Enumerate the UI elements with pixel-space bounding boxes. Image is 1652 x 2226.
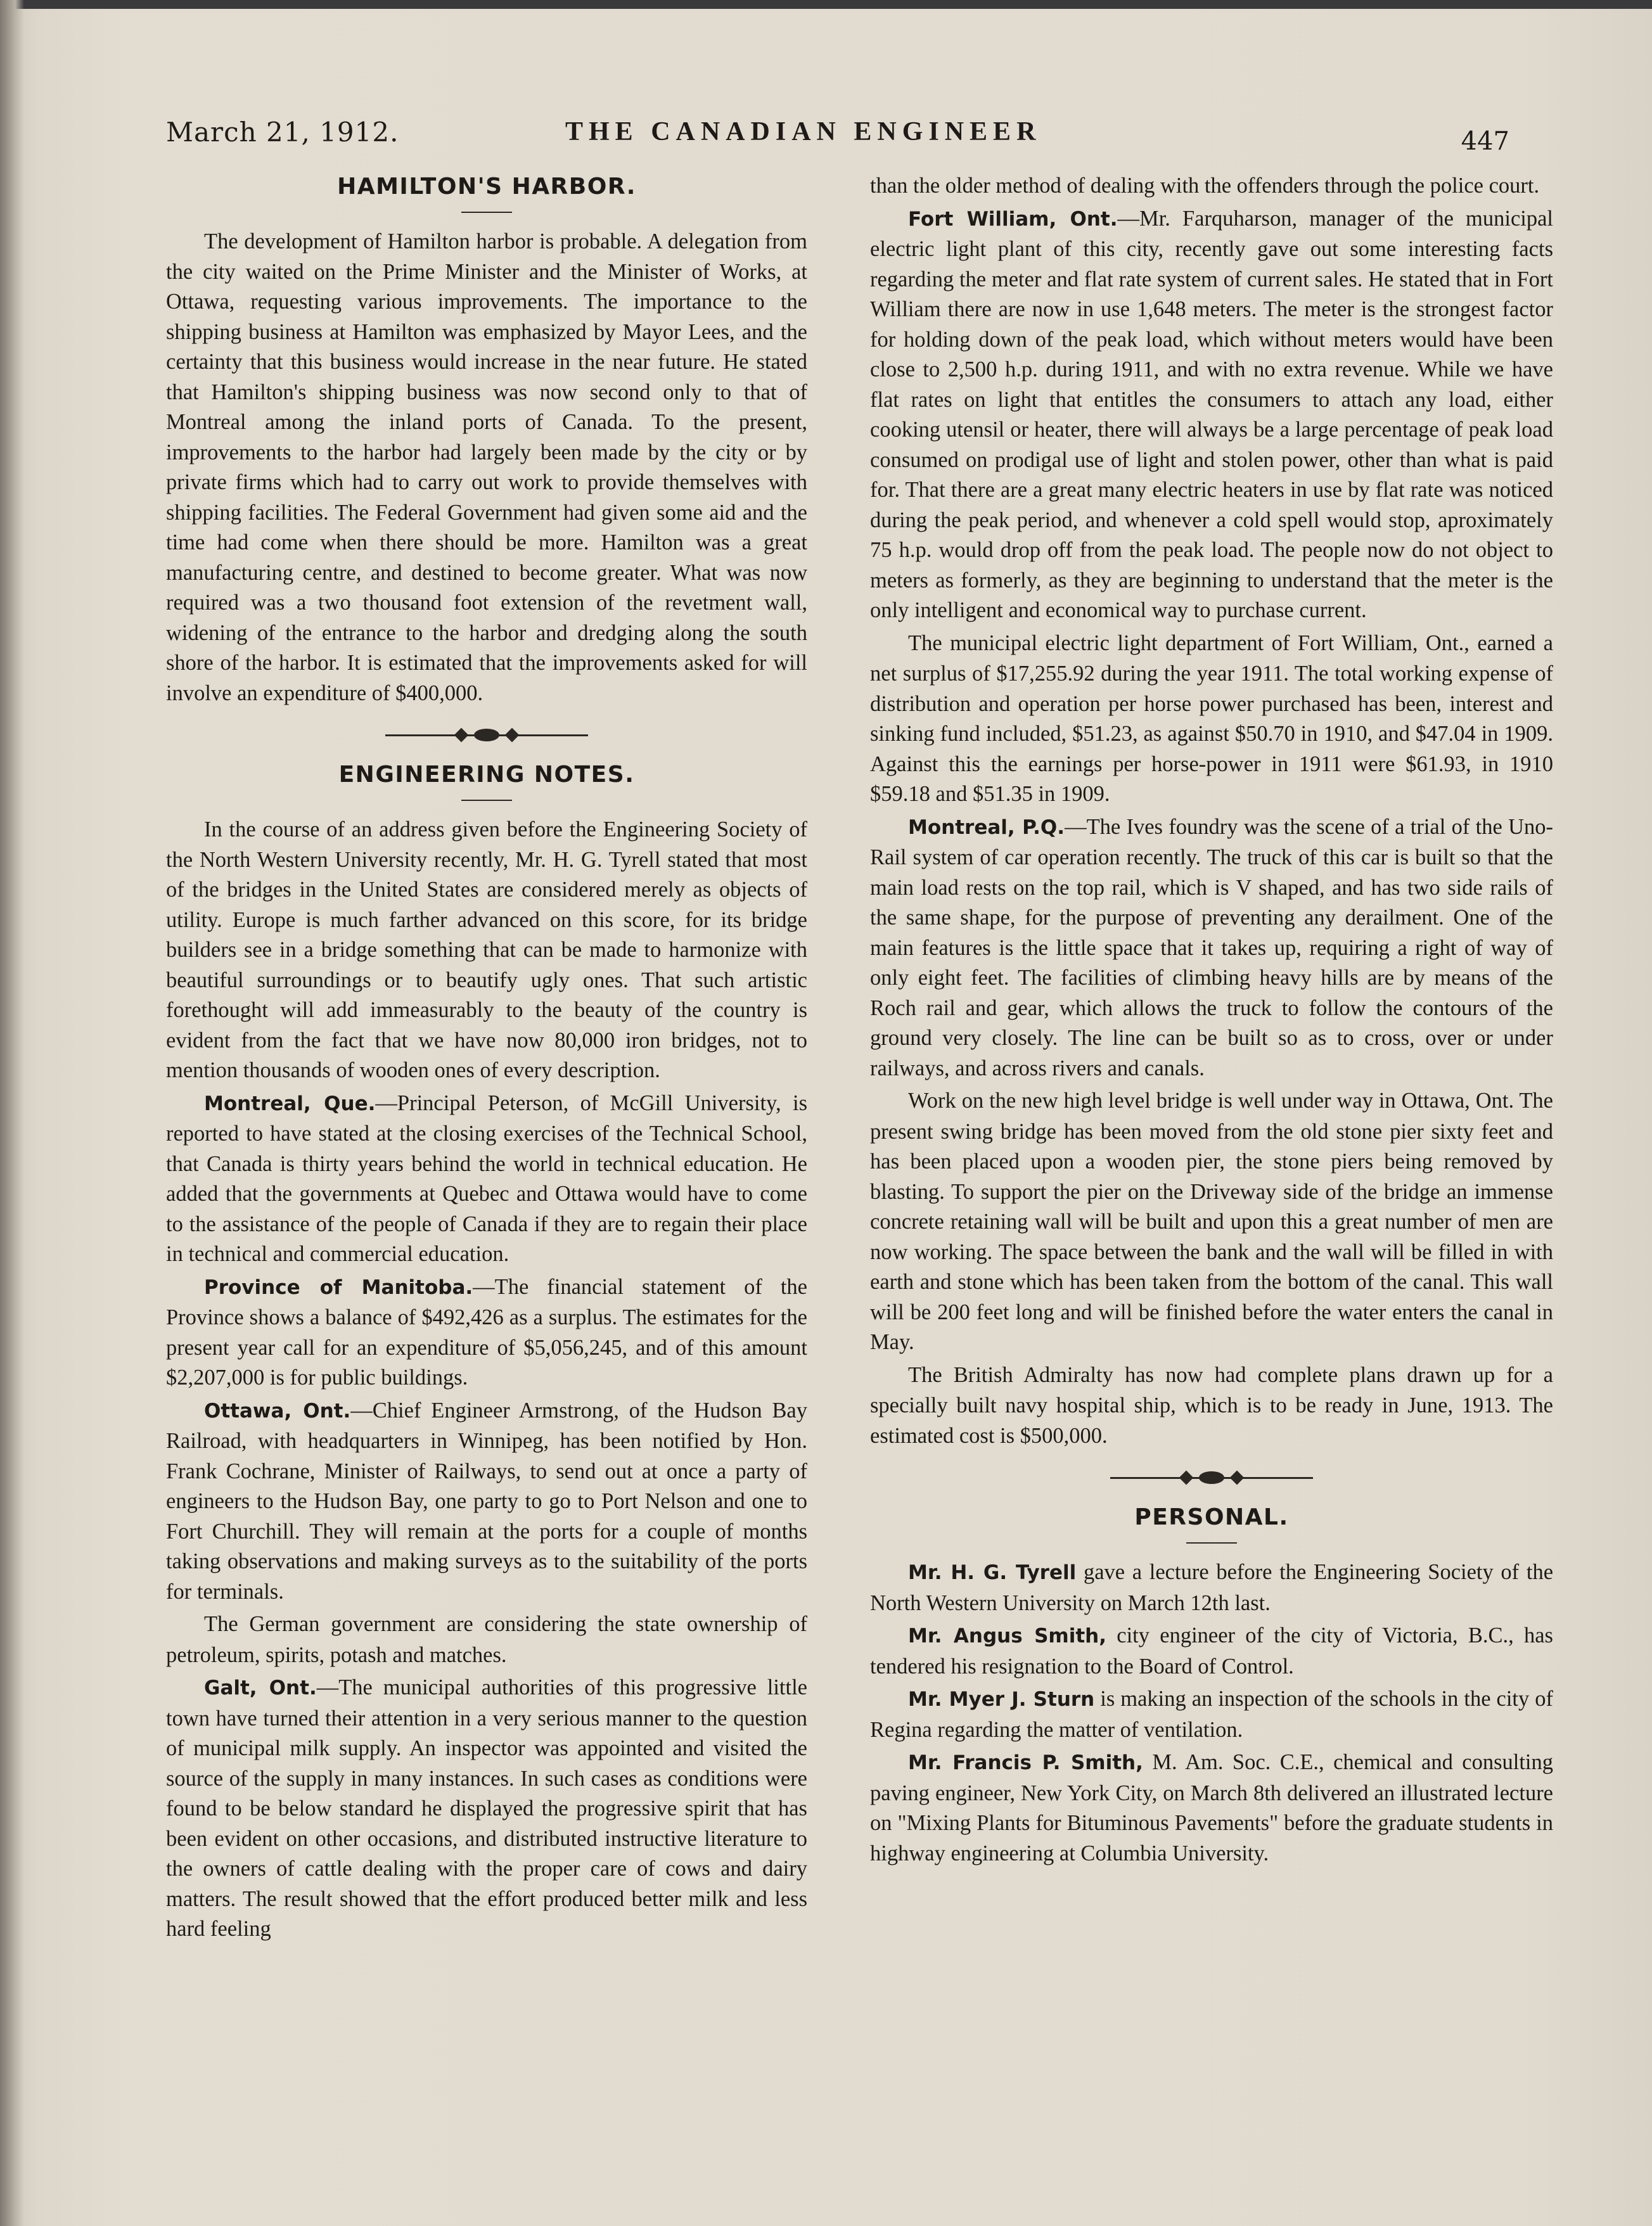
hamilton-article: The development of Hamilton harbor is probable. A delegation from the city waited on the Prime Minister and the Minister of Works, at Ottawa, requesting various improvements. The importance to the shipping business at Hamilton was emphasized by Mayor Lees, and the certainty that this business would increase in the near future. He stated that Hamilton's shipping business was now second only to that of Montreal among the inland ports of Canada. To the present, improvements to the harbor had largely been made by the city or by private firms which had to carry out work to provide themselves with shipping facilities. The Federal Government had given some aid and the time had come when there should be more. Hamilton was a great manufacturing centre, and destined to become greater. What was now required was a two thousand foot extension of the revetment wall, widening of the entrance to the harbor and dredging along the south shore of the harbor. It is estimated that the improvements asked for will involve an expenditure of $400,000. bbox=[166, 229, 807, 705]
left-column bbox=[166, 171, 807, 1947]
note-text: —Chief Engineer Armstrong, of the Hudson Bay Railroad, with headquarters in Winnipeg, has been notified by Hon. Frank Cochrane, Minister of Railways, to send out at once a party of engineers to the Hudson Bay, one party to go to Port Nelson and one to Fort Churchill. They will remain at the ports for a couple of months taking observations and making surveys as to the suitability of the ports for terminals. bbox=[166, 1398, 808, 1604]
personal-heading: PERSONAL. bbox=[1134, 1504, 1289, 1530]
note-text: —Principal Peterson, of McGill University, is reported to have stated at the closing exercises of the Technical School, that Canada is thirty years behind the world in technical education. He added that the governments at Quebec and Ottawa would have to come to the assistance of the people of Canada if they are to regain their place in technical and commercial education. bbox=[166, 1091, 808, 1266]
note-item bbox=[870, 1086, 1553, 1358]
note-item bbox=[166, 1609, 807, 1670]
continued-text: than the older method of dealing with the offenders through the police court. bbox=[870, 174, 1540, 198]
note-lead: Montreal, P.Q. bbox=[908, 816, 1065, 839]
engineering-notes-heading: ENGINEERING NOTES. bbox=[338, 762, 635, 788]
note-text: —The municipal authorities of this progressive little town have turned their attention in a very serious manner to the question of municipal milk supply. An inspector was appointed and visited the source of the supply in many instances. In such cases as conditions were found to be below standard he displayed the progressive spirit that has been evident on other occasions, and distributed instructive literature to the owners of cattle dealing with the proper care of cows and dairy matters. The result showed that the effort produced better milk and less hard feeling bbox=[166, 1675, 807, 1941]
issue-date: March 21, 1912. bbox=[166, 117, 399, 148]
heading-rule bbox=[1186, 1542, 1237, 1544]
note-text: —Mr. Farquharson, manager of the municipal electric light plant of this city, recently gave out some interesting facts regarding the meter and flat rate system of current sales. He stated that in Fort William there are now in use 1,648 meters. The meter is the strongest factor for holding down of the peak load, which without meters would have been close to 2,500 h.p. during 1911, and with no extra revenue. While we have flat rates on light that entitles the consumers to attach any load, either cooking utensil or heater, there will always be a large percentage of peak load consumed on prodigal use of light and stolen power, other than what is paid for. That there are a great many electric heaters in use by flat rate was noticed during the peak period, and whenever a cold spell would stop, aproximately 75 h.p. would drop off from the peak load. The people now do not object to meters as formerly, as they are beginning to understand that the meter is the only intelligent and economical way to purchase current. bbox=[870, 206, 1554, 622]
note-text: The British Admiralty has now had complete plans drawn up for a specially built navy hospital ship, which is to be ready in June, 1913. The estimated cost is $500,000. bbox=[870, 1362, 1553, 1448]
publication-title: THE CANADIAN ENGINEER bbox=[565, 117, 1042, 146]
hamilton-heading: HAMILTON'S HARBOR. bbox=[337, 174, 636, 200]
binding-shadow bbox=[0, 0, 24, 2226]
note-item bbox=[870, 812, 1553, 1084]
note-text: Work on the new high level bridge is well under way in Ottawa, Ont. The present swing bridge has been moved from the old stone pier sixty feet and has been placed upon a wooden pier, the stone piers being removed by blasting. To support the pier on the Driveway side of the bridge an immense concrete retaining wall will be built and upon this a great number of men are now working. The space between the bank and the wall will be filled in with earth and stone which has been taken from the bottom of the canal. This wall will be 200 feet long and will be finished before the water enters the canal in May. bbox=[870, 1089, 1553, 1354]
personal-item bbox=[870, 1558, 1553, 1618]
person-name: Mr. H. G. Tyrell bbox=[908, 1561, 1077, 1584]
note-item bbox=[166, 1396, 807, 1608]
note-lead: Montreal, Que. bbox=[204, 1092, 376, 1115]
person-name: Mr. Angus Smith, bbox=[908, 1625, 1107, 1647]
personal-item bbox=[870, 1621, 1553, 1682]
note-text: The German government are considering the state ownership of petroleum, spirits, potash and matches. bbox=[166, 1612, 807, 1667]
personal-item bbox=[870, 1748, 1553, 1869]
person-name: Mr. Myer J. Sturn bbox=[908, 1688, 1095, 1711]
note-item bbox=[166, 1673, 807, 1945]
note-item bbox=[870, 204, 1553, 626]
notes-intro: In the course of an address given before the Engineering Society of the North Western University recently, Mr. H. G. Tyrell stated that most of the bridges in the United States are considered merely as objects of utility. Europe is much farther advanced on this score, for its bridge builders see in a bridge something that can be made to harmonize with beautiful surroundings or to beautify ugly ones. That such artistic forethought will add immeasurably to the beauty of the country is evident from the fact that we have now 80,000 iron bridges, not to mention thousands of wooden ones of every description. bbox=[166, 817, 807, 1082]
heading-rule bbox=[461, 800, 512, 801]
note-item bbox=[166, 1272, 807, 1393]
personal-text: is making an inspection of the schools in the city of Regina regarding the matter of ventilation. bbox=[870, 1687, 1553, 1742]
note-item bbox=[870, 629, 1553, 810]
heading-rule bbox=[461, 212, 512, 213]
personal-text: M. Am. Soc. C.E., chemical and consulting paving engineer, New York City, on March 8th delivered an illustrated lecture on "Mixing Plants for Bituminous Pavements" before the graduate students in highway engineering at Columbia University. bbox=[870, 1750, 1553, 1865]
note-lead: Fort William, Ont. bbox=[908, 207, 1118, 231]
running-head bbox=[166, 113, 1509, 157]
personal-text: gave a lecture before the Engineering Society of the North Western University on March 12th last. bbox=[870, 1560, 1554, 1615]
note-item bbox=[166, 1089, 807, 1270]
note-lead: Ottawa, Ont. bbox=[204, 1399, 351, 1423]
personal-text: city engineer of the city of Victoria, B.C., has tendered his resignation to the Board of Control. bbox=[870, 1623, 1553, 1679]
note-lead: Galt, Ont. bbox=[204, 1677, 317, 1699]
note-text: —The Ives foundry was the scene of a trial of the Uno-Rail system of car operation recently. The truck of this car is built so that the main load rests on the top rail, which is V shaped, and has two side rails of the same shape, for the purpose of preventing any derailment. One of the main features is the little space that it takes up, requiring a right of way of only eight feet. The facilities of climbing heavy hills are by means of the Roch rail and gear, which allows the truck to follow the contours of the ground very closely. The line can be built so as to cross, over or under railways, and across rivers and canals. bbox=[870, 814, 1553, 1080]
section-divider-ornament bbox=[385, 722, 588, 748]
section-divider-ornament bbox=[1110, 1465, 1313, 1490]
right-column bbox=[870, 171, 1553, 1871]
note-item bbox=[870, 1360, 1553, 1452]
note-lead: Province of Manitoba. bbox=[204, 1276, 473, 1299]
personal-item bbox=[870, 1684, 1553, 1745]
note-text: The municipal electric light department of Fort William, Ont., earned a net surplus of $17,255.92 during the year 1911. The total working expense of distribution and operation per horse power purchased has been, interest and sinking fund included, $51.23, as against $50.70 in 1910, and $47.04 in 1909. Against this the earnings per horse-power in 1911 were $61.93, in 1910 $59.18 and $51.35 in 1909. bbox=[870, 630, 1553, 806]
page-number: 447 bbox=[1461, 127, 1509, 156]
person-name: Mr. Francis P. Smith, bbox=[908, 1751, 1143, 1774]
note-text: —The financial statement of the Province shows a balance of $492,426 as a surplus. The estimates for the present year call for an expenditure of $5,056,245, and of this amount $2,207,000 is for public buildings. bbox=[166, 1274, 807, 1390]
scan-top-edge bbox=[0, 0, 1652, 9]
